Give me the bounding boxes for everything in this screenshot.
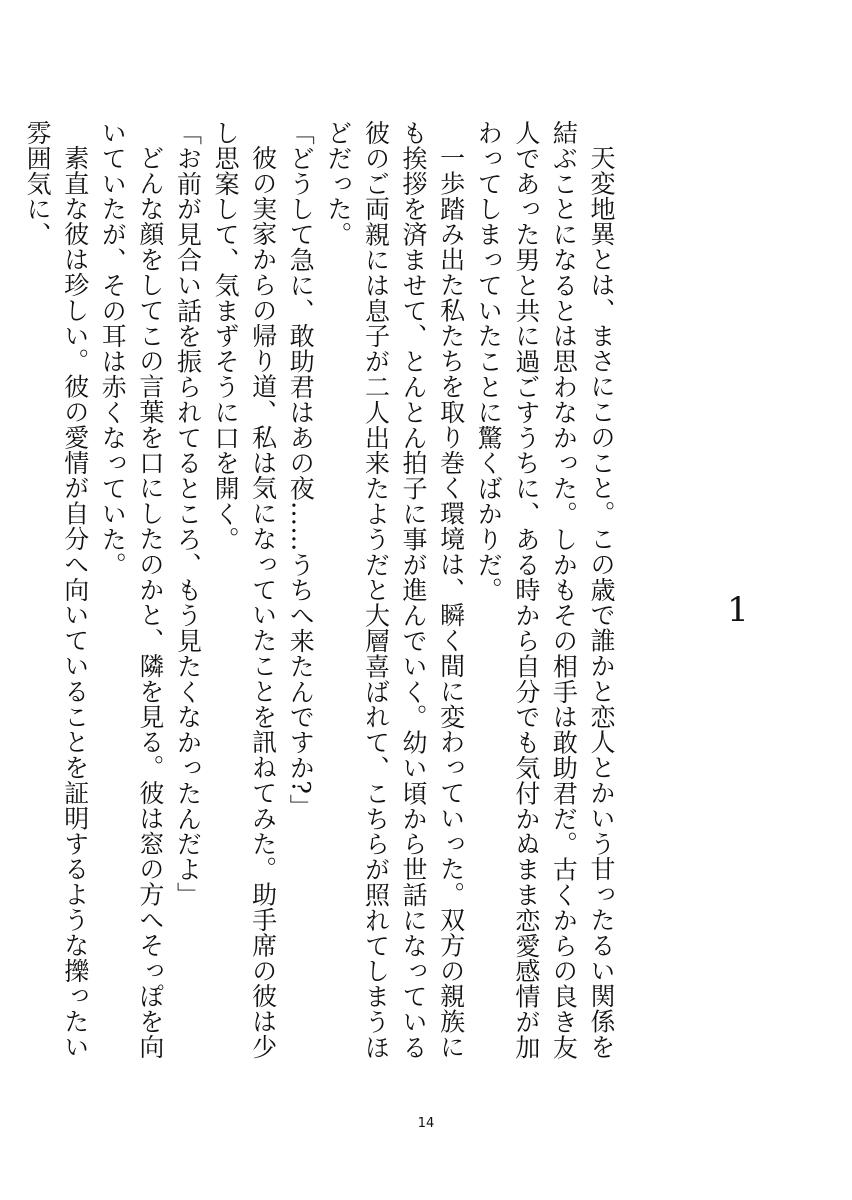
paragraph-2: 一歩踏み出た私たちを取り巻く環境は、瞬く間に変わっていった。双方の親族にも挨拶を済ませて、とんとん拍子に事が進んでいく。幼い頃から世話になっている彼のご両親には息子が二人出来たようだと大層喜ばれて、こちらが照れてしまうほどだった。 (323, 120, 466, 1060)
paragraph-3: 彼の実家からの帰り道、私は気になっていたことを訊ねてみた。助手席の彼は少し思案して、気まずそうに口を開く。 (211, 120, 278, 1060)
body-text (23, 120, 620, 1064)
dialogue-question: 「どうして急に、敢助君はあの夜……うちへ来たんですか?」 (286, 120, 316, 820)
paragraph-1: 天変地異とは、まさにこのこと。この歳で誰かと恋人とかいう甘ったるい関係を結ぶことになるとは思わなかった。しかもその相手は敢助君だ。古くからの良き友人であった男と共に過ごすうちに、ある時から自分でも気付かぬまま恋愛感情が加わってしまっていたことに驚くばかりだ。 (474, 120, 616, 1060)
paragraph-4: どんな顔をしてこの言葉を口にしたのかと、隣を見る。彼は窓の方へそっぽを向いていたが、その耳は赤くなっていた。 (98, 120, 165, 1060)
paragraph-5: 素直な彼は珍しい。彼の愛情が自分へ向いていることを証明するような擽ったい雰囲気に、 (23, 120, 90, 1060)
dialogue-answer: 「お前が見合い話を振られてるところ、もう見たくなかったんだよ」 (173, 120, 203, 908)
chapter-number: 1 (727, 590, 749, 630)
page-number: 14 (417, 1116, 435, 1131)
